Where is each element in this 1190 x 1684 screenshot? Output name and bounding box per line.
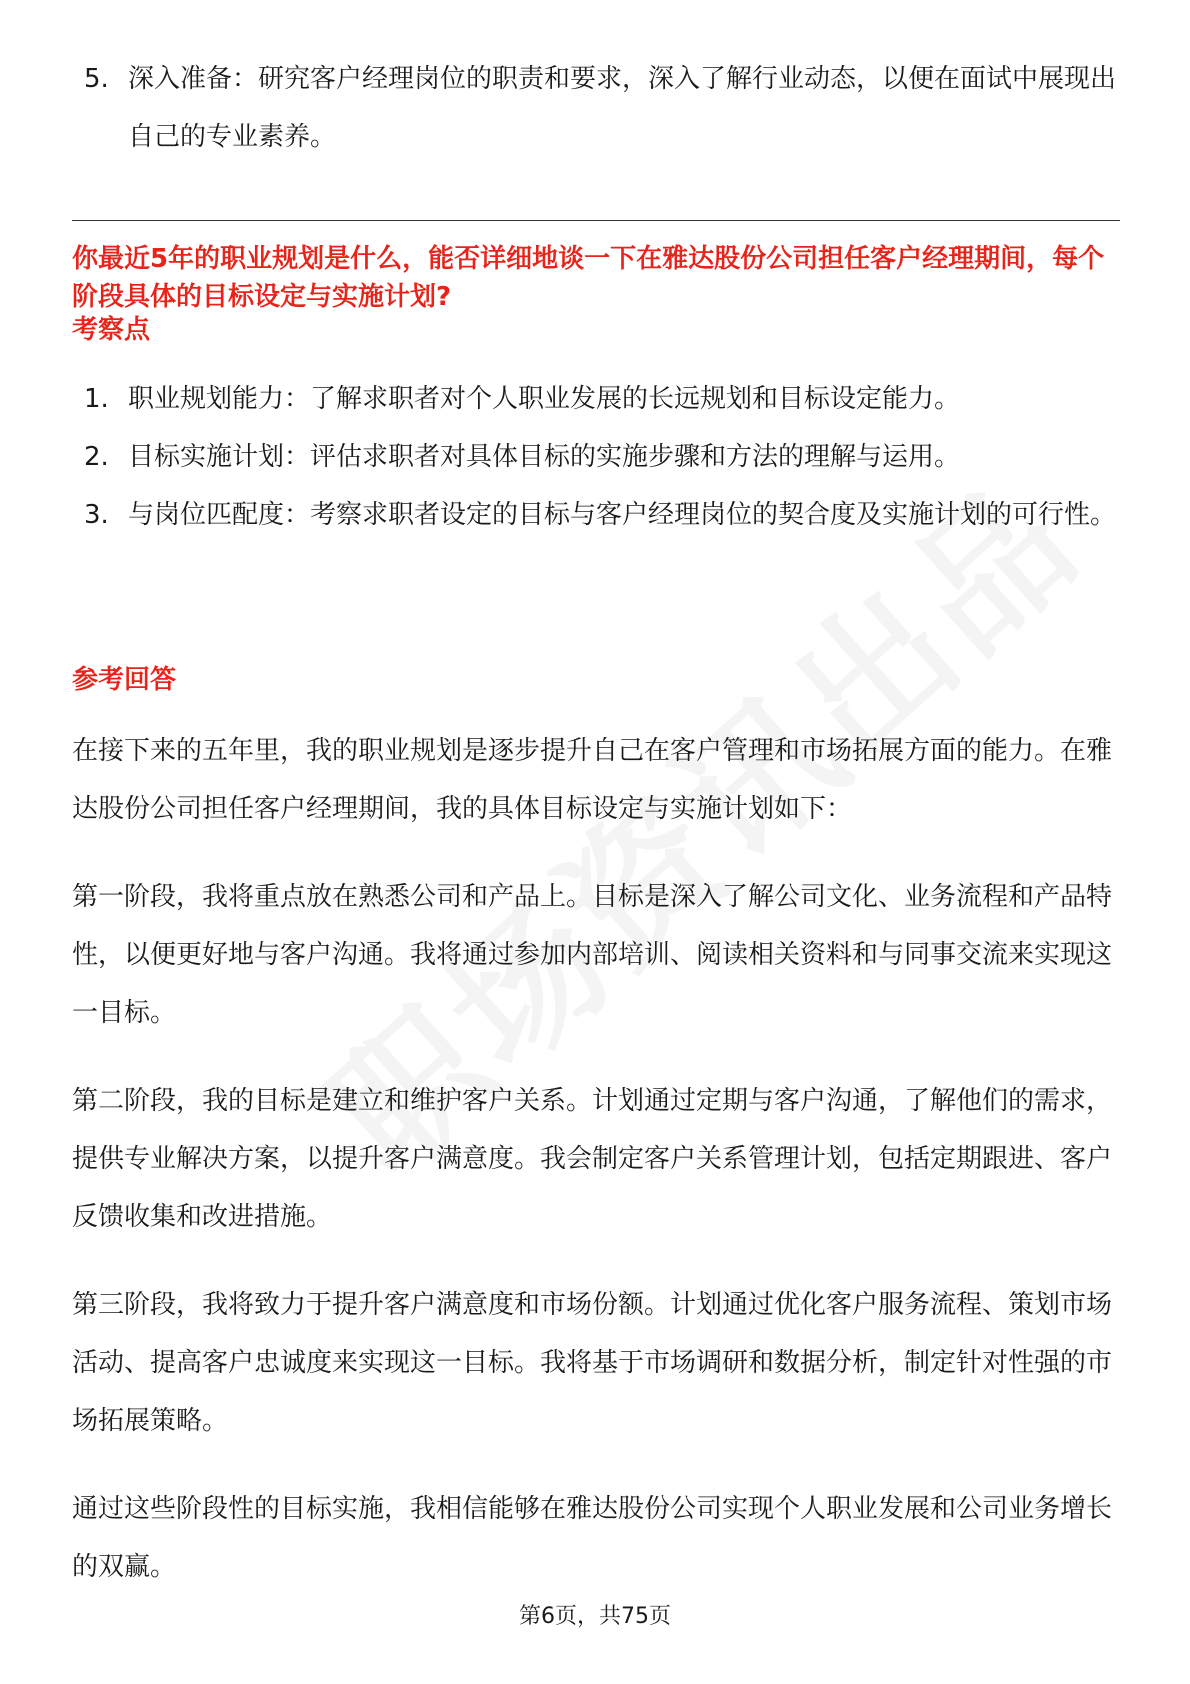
list-item-text: 职业规划能力：了解求职者对个人职业发展的长远规划和目标设定能力。 [128, 384, 961, 414]
list-item-number: 2. [84, 442, 109, 472]
answer-paragraph-intro: 在接下来的五年里，我的职业规划是逐步提升自己在客户管理和市场拓展方面的能力。在雅达股份公司担任客户经理期间，我的具体目标设定与实施计划如下： [72, 736, 1113, 824]
section-divider [72, 220, 1120, 221]
answer-paragraph-stage-3: 第三阶段，我将致力于提升客户满意度和市场份额。计划通过优化客户服务流程、策划市场活动、提高客户忠诚度来实现这一目标。我将基于市场调研和数据分析，制定针对性强的市场拓展策略。 [72, 1290, 1113, 1436]
list-item-number: 5. [84, 64, 109, 94]
answer-paragraph-stage-1: 第一阶段，我将重点放在熟悉公司和产品上。目标是深入了解公司文化、业务流程和产品特性，以便更好地与客户沟通。我将通过参加内部培训、阅读相关资料和与同事交流来实现这一目标。 [72, 882, 1113, 1028]
list-item-text: 目标实施计划：评估求职者对具体目标的实施步骤和方法的理解与运用。 [128, 442, 961, 472]
assessment-heading: 考察点 [72, 315, 151, 345]
list-item [84, 486, 1120, 544]
list-item-number: 1. [84, 384, 109, 414]
list-item-number: 3. [84, 500, 109, 530]
answer-heading: 参考回答 [72, 665, 177, 695]
assessment-list [84, 370, 1120, 544]
previous-list [84, 50, 1120, 166]
interview-question: 你最近5年的职业规划是什么，能否详细地谈一下在雅达股份公司担任客户经理期间，每个阶段具体的目标设定与实施计划? [72, 244, 1105, 312]
answer-paragraph-conclusion: 通过这些阶段性的目标实施，我相信能够在雅达股份公司实现个人职业发展和公司业务增长的双赢。 [72, 1494, 1113, 1582]
list-item [84, 50, 1120, 166]
list-item-text: 深入准备：研究客户经理岗位的职责和要求，深入了解行业动态，以便在面试中展现出自己的专业素养。 [128, 64, 1117, 152]
list-item-text: 与岗位匹配度：考察求职者设定的目标与客户经理岗位的契合度及实施计划的可行性。 [128, 500, 1117, 530]
list-item [84, 370, 1120, 428]
answer-paragraph-stage-2: 第二阶段，我的目标是建立和维护客户关系。计划通过定期与客户沟通，了解他们的需求，提供专业解决方案，以提升客户满意度。我会制定客户关系管理计划，包括定期跟进、客户反馈收集和改进措施。 [72, 1086, 1113, 1232]
list-item [84, 428, 1120, 486]
page-indicator: 第6页，共75页 [519, 1604, 671, 1629]
